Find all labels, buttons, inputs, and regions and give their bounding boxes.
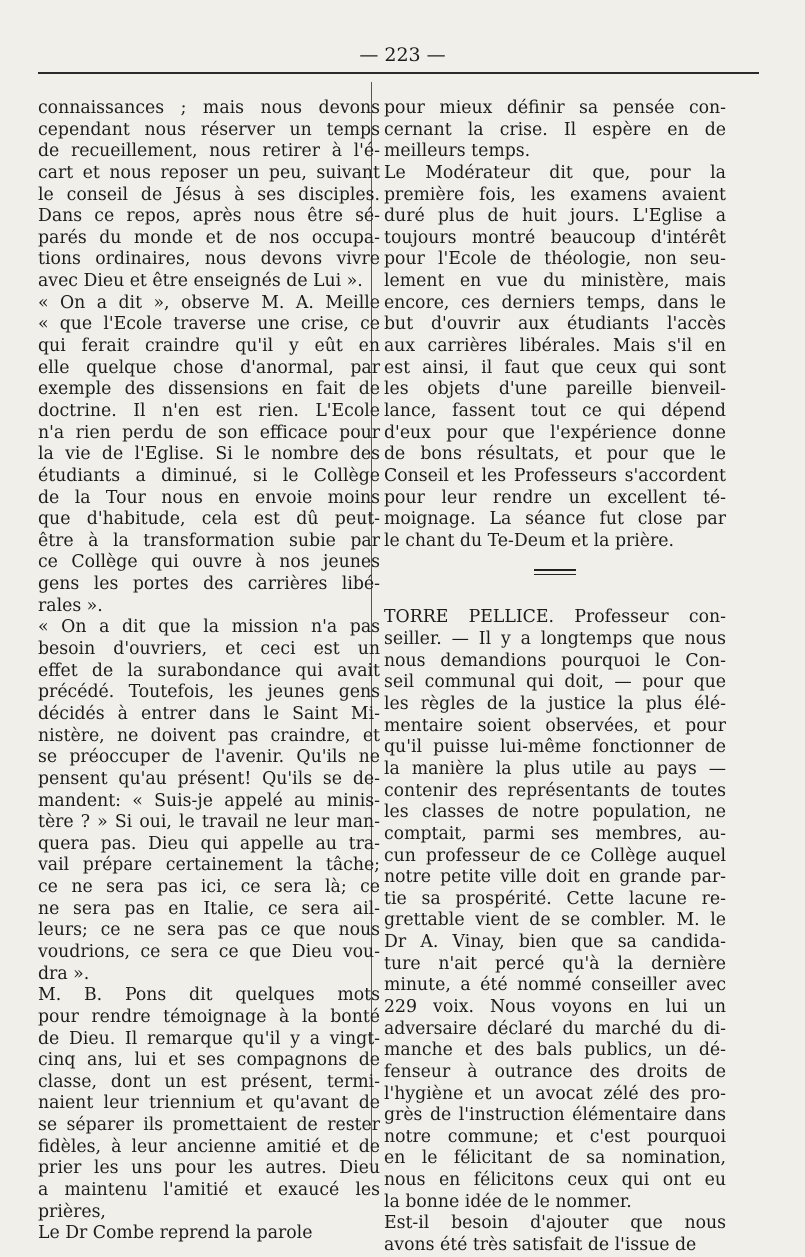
text-line: toujours montré beaucoup d'intérêt [384,227,726,248]
text-line: la bonne idée de le nommer. [384,1191,632,1212]
text-line: mandent: « Suis-je appelé au minis- [38,790,380,811]
text-line: les règles de la justice la plus élé- [384,694,726,715]
text-line: ture n'ait percé qu'à la dernière [384,953,726,974]
text-line: pour l'Ecole de théologie, non seu- [384,249,726,270]
text-line: pensent qu'au présent! Qu'ils se de- [38,768,380,789]
text-line: lement en vue du ministère, mais [384,271,726,292]
text-line: Dans ce repos, après nous être sé- [38,206,380,227]
text-line: que d'habitude, cela est dû peut- [38,509,380,530]
text-line: de recueillement, nous retirer à l'é- [38,141,380,162]
text-line: ne sera pas en Italie, ce sera ail- [38,898,380,919]
text-line: décidés à entrer dans le Saint Mi- [38,703,380,724]
text-line: fenseur à outrance des droits de [384,1061,726,1082]
right-column [384,98,726,1257]
text-line: nistère, ne doivent pas craindre, et [38,725,380,746]
text-line: est ainsi, il faut que ceux qui sont [384,357,726,378]
text-line: Le Dr Combe reprend la parole [38,1223,313,1244]
text-line: tions ordinaires, nous devons vivre [38,249,380,270]
text-line: première fois, les examens avaient [384,184,726,205]
text-line: le conseil de Jésus à ses disciples. [38,184,380,205]
text-line: minute, a été nommé conseiller avec [384,975,726,996]
text-line: tie sa prospérité. Cette lacune re- [384,888,726,909]
text-line: vail prépare certainement la tâche; [38,855,380,876]
text-line: but d'ouvrir aux étudiants l'accès [384,314,726,335]
text-line: « On a dit », observe M. A. Meille [38,292,380,313]
text-line: leurs; ce ne sera pas ce que nous [38,920,380,941]
text-line: la manière la plus utile au pays — [384,758,726,779]
text-line: adversaire déclaré du marché du di- [384,1018,726,1039]
text-line: grès de l'instruction élémentaire dans [384,1105,726,1126]
text-line: aux carrières libérales. Mais s'il en [384,336,726,357]
text-line: avec Dieu et être enseignés de Lui ». [38,271,363,292]
text-line: seil communal qui doit, — pour que [384,672,726,693]
text-line: rales ». [38,595,103,616]
text-line: notre commune; et c'est pourquoi [384,1126,726,1147]
text-line: besoin d'ouvriers, et ceci est un [38,639,380,660]
text-line: étudiants a diminué, si le Collège [38,465,380,486]
text-line: se séparer ils promettaient de rester [38,1115,380,1136]
text-line: Le Modérateur dit que, pour la [384,162,726,183]
right-column-part-a [384,98,726,552]
text-line: lance, fassent tout ce qui dépend [384,400,726,421]
text-line: être à la transformation subie par [38,530,380,551]
text-line: de la Tour nous en envoie moins [38,487,380,508]
text-line: d'eux pour que l'expérience donne [384,422,726,443]
text-line: les objets d'une pareille bienveil- [384,379,726,400]
right-column-part-b [384,607,726,1256]
text-line: parés du monde et de nos occupa- [38,227,380,248]
text-line: connaissances ; mais nous devons [38,98,380,118]
text-line: fidèles, à leur ancienne amitié et de [38,1136,380,1157]
text-line: voudrions, ce sera ce que Dieu vou- [38,941,380,962]
section-separator [534,569,576,575]
text-line: 229 voix. Nous voyons en lui un [384,996,726,1017]
text-line: mentaire soient observées, et pour [384,715,726,736]
text-line: Est-il besoin d'ajouter que nous [384,1213,726,1234]
page-number: — 223 — [359,44,446,66]
text-line: n'a rien perdu de son efficace pour [38,422,380,443]
text-line: ce Collège qui ouvre à nos jeunes [38,552,380,573]
text-line: TORRE PELLICE. Professeur con- [384,607,726,628]
text-line: cernant la crise. Il espère en de [384,119,726,140]
text-line: avons été très satisfait de l'issue de [384,1235,697,1256]
text-line: Dr A. Vinay, bien que sa candida- [384,932,726,953]
text-line: Conseil et les Professeurs s'accordent [384,465,726,486]
text-line: « que l'Ecole traverse une crise, ce [38,314,380,335]
text-line: cart et nous reposer un peu, suivant [38,162,380,183]
text-line: dra ». [38,963,90,984]
text-line: quera pas. Dieu qui appelle au tra- [38,833,380,854]
text-line: qu'il puisse lui-même fonctionner de [384,737,726,758]
text-line: a maintenu l'amitié et exaucé les [38,1180,380,1201]
text-line: meilleurs temps. [384,141,531,162]
text-line: grettable vient de se combler. M. le [384,910,726,931]
text-line: les classes de notre population, ne [384,802,726,823]
text-line: effet de la surabondance qui avait [38,660,380,681]
text-line: le chant du Te-Deum et la prière. [384,530,675,551]
text-line: prières, [38,1201,106,1222]
text-line: moignage. La séance fut close par [384,509,726,530]
text-line: en le félicitant de sa nomination, [384,1148,726,1169]
text-line: duré plus de huit jours. L'Eglise a [384,206,726,227]
text-line: cependant nous réserver un temps [38,119,380,140]
text-line: cun professeur de ce Collège auquel [384,845,726,866]
text-line: pour mieux définir sa pensée con- [384,98,726,118]
text-line: cinq ans, lui et ses compagnons de [38,1050,380,1071]
text-line: naient leur triennium et qu'avant de [38,1093,380,1114]
text-line: manche et des bals publics, un dé- [384,1040,726,1061]
text-line: prier les uns pour les autres. Dieu [38,1158,380,1179]
text-line: elle quelque chose d'anormal, par [38,357,380,378]
text-line: gens les portes des carrières libé- [38,574,380,595]
text-line: M. B. Pons dit quelques mots [38,985,380,1006]
text-line: encore, ces derniers temps, dans le [384,292,726,313]
text-line: nous demandions pourquoi le Con- [384,650,726,671]
text-line: l'hygiène et un avocat zélé des pro- [384,1083,726,1104]
text-line: précédé. Toutefois, les jeunes gens [38,682,380,703]
text-line: notre petite ville doit en grande par- [384,867,726,888]
text-line: de Dieu. Il remarque qu'il y a vingt- [38,1028,380,1049]
header-rule [38,72,759,74]
text-line: pour leur rendre un excellent té- [384,487,726,508]
text-line: exemple des dissensions en fait de [38,379,380,400]
text-line: pour rendre témoignage à la bonté [38,1006,380,1027]
text-line: comptait, parmi ses membres, au- [384,823,726,844]
text-line: la vie de l'Eglise. Si le nombre des [38,444,380,465]
text-line: tère ? » Si oui, le travail ne leur man- [38,812,380,833]
text-line: doctrine. Il n'en est rien. L'Ecole [38,400,380,421]
text-line: classe, dont un est présent, termi- [38,1071,380,1092]
text-line: seiller. — Il y a longtemps que nous [384,629,726,650]
text-line: qui ferait craindre qu'il y eût en [38,336,380,357]
text-line: ce ne sera pas ici, ce sera là; ce [38,877,380,898]
text-line: contenir des représentants de toutes [384,780,726,801]
text-line: de bons résultats, et pour que le [384,444,726,465]
text-line: nous en félicitons ceux qui ont eu [384,1170,726,1191]
left-column [38,98,380,1245]
text-line: se préoccuper de l'avenir. Qu'ils ne [38,747,380,768]
text-line: « On a dit que la mission n'a pas [38,617,380,638]
